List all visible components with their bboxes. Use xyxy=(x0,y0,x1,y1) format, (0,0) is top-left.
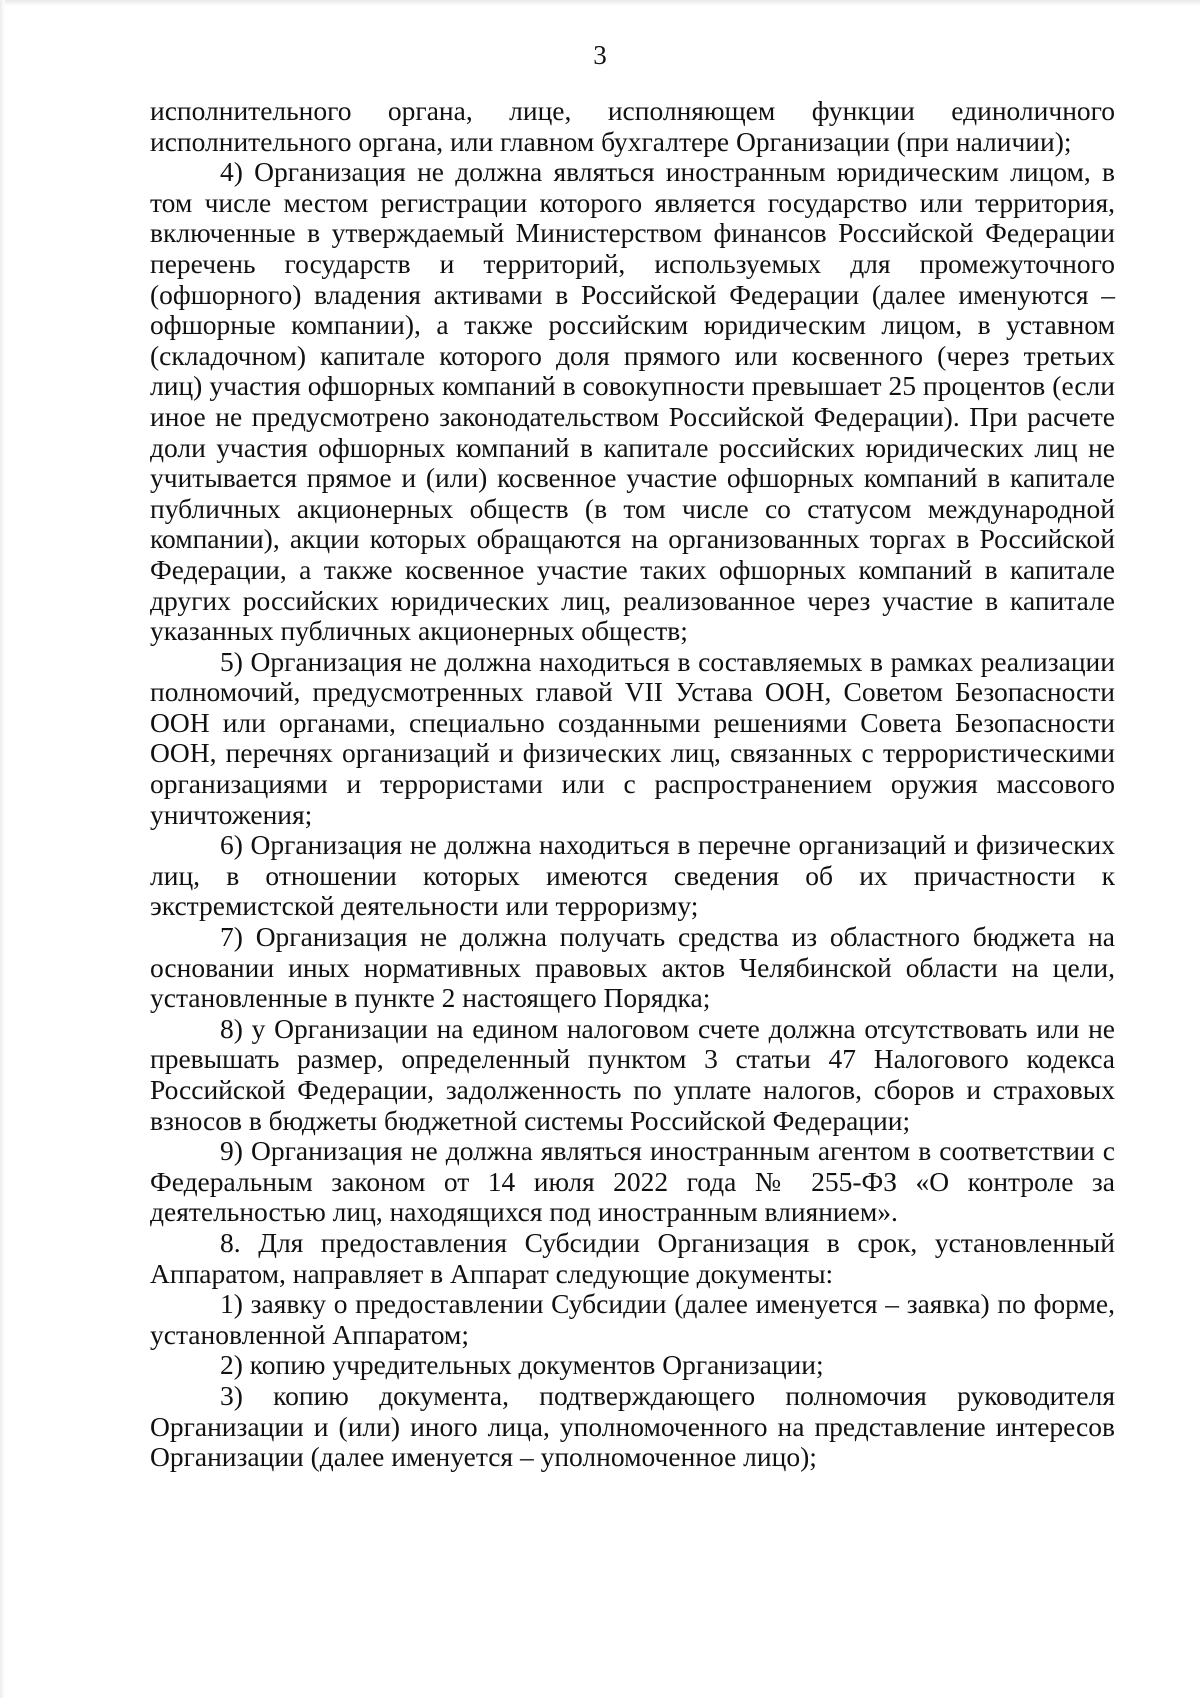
page-number: 3 xyxy=(593,40,607,70)
paragraph: 4) Организация не должна являться иностранным юридическим лицом, в том числе местом регистрации которого является государство или территория, включенные в утверждаемый Министерством финансов Российской Федерации перечень государств и территорий, используемых для промежуточного (офшорного) владения активами в Российской Федерации (далее именуются – офшорные компании), а также российским юридическим лицом, в уставном (складочном) капитале которого доля прямого или косвенного (через третьих лиц) участия офшорных компаний в совокупности превышает 25 процентов (если иное не предусмотрено законодательством Российской Федерации). При расчете доли участия офшорных компаний в капитале российских юридических лиц не учитывается прямое и (или) косвенное участие офшорных компаний в капитале публичных акционерных обществ (в том числе со статусом международной компании), акции которых обращаются на организованных торгах в Российской Федерации, а также косвенное участие таких офшорных компаний в капитале других российских юридических лиц, реализованное через участие в капитале указанных публичных акционерных обществ; xyxy=(150,156,1115,647)
paragraph: 5) Организация не должна находиться в составляемых в рамках реализации полномочий, предусмотренных главой VII Устава ООН, Советом Безопасности ООН или органами, специально созданными решениями Совета Безопасности ООН, перечнях организаций и физических лиц, связанных с террористическими организациями и террористами или с распространением оружия массового уничтожения; xyxy=(150,645,1115,830)
scan-edge-top xyxy=(0,0,1200,6)
paragraph: 3) копию документа, подтверждающего полномочия руководителя Организации и (или) иного лица, уполномоченного на представление интересов Организации (далее именуется – уполномоченное лицо); xyxy=(150,1379,1115,1473)
paragraph: 7) Организация не должна получать средства из областного бюджета на основании иных нормативных правовых актов Челябинской области на цели, установленные в пункте 2 настоящего Порядка; xyxy=(150,921,1115,1014)
scan-edge-left xyxy=(0,0,5,1698)
document-body xyxy=(150,96,1115,1473)
paragraph: исполнительного органа, лице, исполняющем функции единоличного исполнительного органа, или главном бухгалтере Организации (при наличии); xyxy=(150,95,1115,157)
paragraph: 6) Организация не должна находиться в перечне организаций и физических лиц, в отношении которых имеются сведения об их причастности к экстремистской деятельности или терроризму; xyxy=(150,829,1115,922)
paragraph: 8. Для предоставления Субсидии Организация в срок, установленный Аппаратом, направляет в Аппарат следующие документы: xyxy=(150,1226,1115,1289)
paragraph: 2) копию учредительных документов Организации; xyxy=(220,1349,824,1381)
paragraph: 1) заявку о предоставлении Субсидии (далее именуется – заявка) по форме, установленной Аппаратом; xyxy=(150,1288,1115,1350)
paragraph: 9) Организация не должна являться иностранным агентом в соответствии с Федеральным законом от 14 июля 2022 года № 255-ФЗ «О контроле за деятельностью лиц, находящихся под иностранным влиянием». xyxy=(150,1135,1115,1228)
paragraph: 8) у Организации на едином налоговом счете должна отсутствовать или не превышать размер, определенный пунктом 3 статьи 47 Налогового кодекса Российской Федерации, задолженность по уплате налогов, сборов и страховых взносов в бюджеты бюджетной системы Российской Федерации; xyxy=(150,1012,1115,1136)
